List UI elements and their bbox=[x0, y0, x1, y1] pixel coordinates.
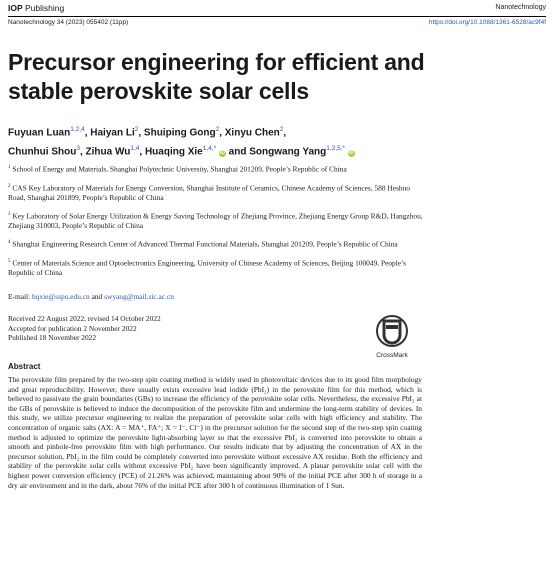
publication-dates bbox=[8, 314, 161, 343]
affiliation bbox=[8, 257, 428, 278]
header-rule bbox=[8, 16, 546, 17]
accepted-date: Accepted for publication 2 November 2022 bbox=[8, 323, 137, 333]
citation: Nanotechnology 34 (2023) 055402 (11pp) bbox=[8, 19, 129, 26]
affiliation bbox=[8, 182, 428, 203]
email-line bbox=[8, 292, 174, 301]
orcid-icon[interactable]: iD bbox=[219, 149, 225, 156]
affiliation-number: 4 bbox=[8, 240, 11, 245]
author: Huaqing Xie bbox=[144, 146, 203, 158]
author: Xinyu Chen bbox=[224, 127, 280, 139]
email-link[interactable]: swyang@mail.sic.ac.cn bbox=[104, 292, 174, 301]
title-line-2: stable perovskite solar cells bbox=[8, 78, 310, 104]
author: Haiyan Li bbox=[90, 127, 135, 139]
affiliation-ref[interactable]: 3 bbox=[76, 145, 80, 153]
author: Shuiping Gong bbox=[143, 127, 216, 139]
journal-name: Nanotechnology bbox=[495, 4, 546, 11]
email-label: E-mail: bbox=[8, 292, 33, 301]
affiliation-ref[interactable]: 2 bbox=[134, 126, 139, 133]
affiliation-number: 1 bbox=[8, 165, 11, 170]
doi-link[interactable]: https://doi.org/10.1088/1361-6528/ac9f4f bbox=[428, 19, 546, 26]
affiliation-ref[interactable]: 1,2,4 bbox=[70, 126, 85, 133]
affiliation bbox=[8, 163, 428, 174]
affiliation-text: School of Energy and Materials, Shanghai Polytechnic University, Shanghai 201209, People’s Republic of China bbox=[12, 164, 347, 174]
title-line-1: Precursor engineering for efficient and bbox=[8, 49, 425, 75]
publisher-header bbox=[8, 3, 546, 15]
affiliation bbox=[8, 210, 428, 231]
author: Chunhui Shou bbox=[8, 146, 77, 158]
affiliation-text: Shanghai Engineering Research Center of Advanced Thermal Functional Materials, Shanghai 201209, People’s Republic of China bbox=[12, 239, 398, 249]
author-list bbox=[8, 122, 548, 161]
orcid-icon[interactable]: iD bbox=[348, 149, 354, 156]
email-link[interactable]: hqxie@sspu.edu.cn bbox=[32, 292, 90, 301]
author-line-2: Chunhui Shou$^3$, Zihua Wu$^{1,4}$, Huaqing Xie$^{1,4,*}$ iD and Songwang Yang$^{1,2,5,*}$ iD bbox=[8, 145, 354, 158]
affiliation-number: 3 bbox=[8, 212, 11, 217]
affiliation-ref[interactable]: 2 bbox=[215, 126, 220, 133]
affiliation-ref[interactable]: 1,4 bbox=[130, 145, 140, 153]
affiliation-text: Center of Materials Science and Optoelectronics Engineering, University of Chinese Academy of Sciences, Beijing 100049, People’s Republic of China bbox=[8, 258, 407, 278]
author-line-1: Fuyuan Luan$^{1,2,4}$, Haiyan Li$^2$, Shuiping Gong$^2$, Xinyu Chen$^2$, bbox=[8, 126, 287, 139]
published-date: Published 18 November 2022 bbox=[8, 333, 97, 343]
abstract-heading: Abstract bbox=[8, 362, 41, 371]
abstract-text: The perovskite film prepared by the two-step spin coating method is widely used in photovoltaic devices due to its good film morphology and great reproducibility. However, there usually exists excessive lead iodide (PbI₂) in the perovskite film for this method, which is believed to passivate the grain boundaries (GBs) to increase the efficiency of the perovskite solar cells. Nevertheless, the excessive PbI₂ at the GBs of perovskite is believed to induce the decomposition of the perovskite film and undermine the long-term stability of devices. In this study, we utilize precursor engineering to realize the preparation of perovskite solar cells with high efficiency and stability. The concentration of organic salts (AX: A = MA⁺, FA⁺; X = I⁻, Cl⁻) in the precursor solution for the second step of the two-step spin coating method is adjusted to optimize the perovskite light-absorbing layer so that the excessive PbI₂ is converted into perovskite to obtain a smooth and pinhole-free perovskite film with high performance. Our results indicate that by adjusting the concentration of AX in the precursor solution, PbI₂ in the film could be completely converted into perovskite without excessive AX residue. Both the efficiency and stability of the perovskite solar cells without excessive PbI₂ have been significantly improved. A planar perovskite solar cell with the highest power conversion efficiency (PCE) of 21.26% was achieved, maintaining about 90% of the initial PCE after 300 h of storage in a dry air environment and in the dark, about 76% of the initial PCE after 300 h of continuous illumination of 1 Sun. bbox=[8, 375, 422, 490]
affiliation bbox=[8, 238, 428, 249]
publisher-logo: IOP Publishing bbox=[8, 3, 65, 13]
author: and Songwang Yang bbox=[228, 146, 327, 158]
affiliation-ref[interactable]: 2 bbox=[279, 126, 284, 133]
affiliation-number: 2 bbox=[8, 184, 11, 189]
affiliation-text: Key Laboratory of Solar Energy Utilization & Energy Saving Technology of Zhejiang Province, Zhejiang Energy Group R&D, Hangzhou, Zhejiang 310003, People’s Republic of China bbox=[8, 211, 423, 231]
received-date: Received 22 August 2022, revised 14 October 2022 bbox=[8, 314, 161, 323]
citation-line bbox=[8, 19, 546, 29]
affiliation-text: CAS Key Laboratory of Materials for Energy Conversion, Shanghai Institute of Ceramics, Chinese Academy of Sciences, 588 Heshuo Road, Shanghai 201899, People’s Republic of China bbox=[8, 183, 410, 203]
crossmark-label[interactable]: CrossMark bbox=[376, 352, 408, 359]
author: Fuyuan Luan bbox=[8, 127, 71, 139]
affiliation-number: 5 bbox=[8, 259, 11, 264]
affiliation-ref[interactable]: 1,4,* bbox=[202, 145, 217, 153]
paper-title bbox=[8, 48, 548, 106]
email-separator: and bbox=[89, 292, 105, 301]
affiliation-ref[interactable]: 1,2,5,* bbox=[326, 145, 346, 153]
author: Zihua Wu bbox=[85, 146, 131, 158]
